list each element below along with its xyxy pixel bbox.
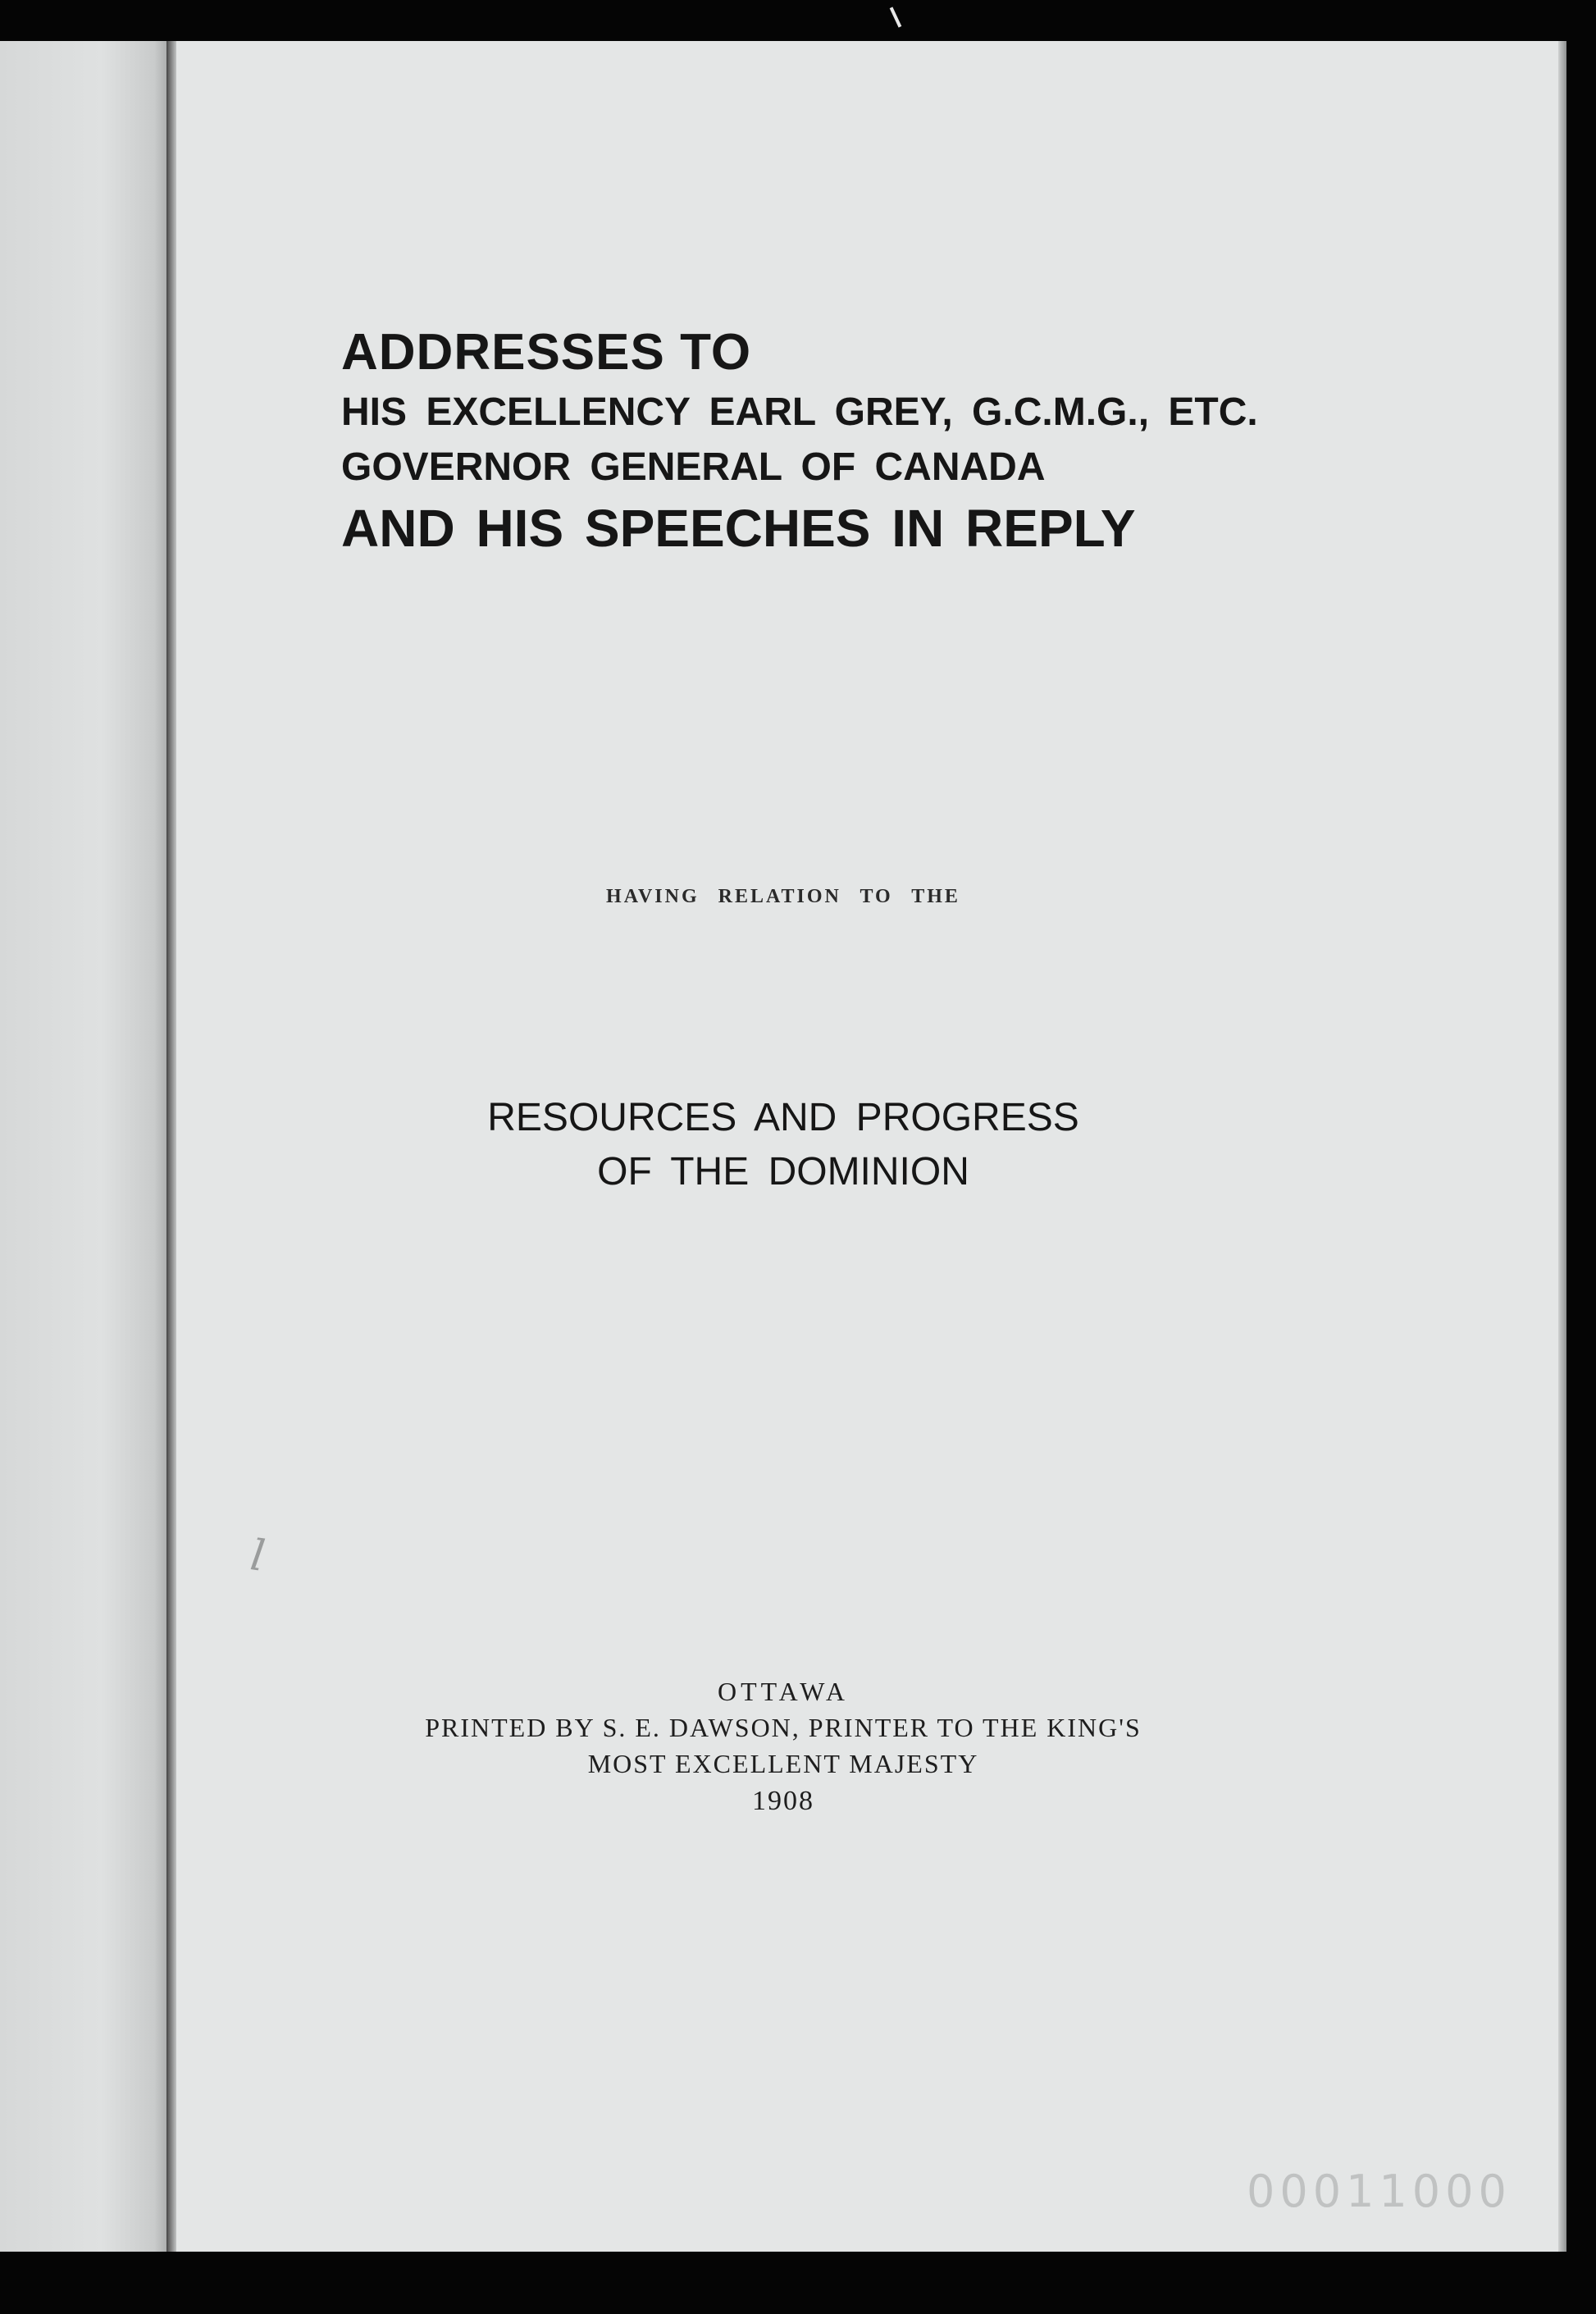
scan-artifact-mark <box>890 7 902 27</box>
subject-block <box>0 1091 1566 1199</box>
imprint-year: 1908 <box>752 1786 814 1816</box>
title-page <box>0 41 1566 2252</box>
pencil-mark: l <box>247 1531 268 1581</box>
title-line-governor: GOVERNOR GENERAL OF CANADA <box>341 445 1046 489</box>
title-line-addresses: ADDRESSES TO <box>341 324 752 381</box>
title-block <box>341 320 1407 561</box>
imprint-printer: PRINTED BY S. E. DAWSON, PRINTER TO THE KING'S <box>425 1713 1142 1742</box>
imprint-majesty: MOST EXCELLENT MAJESTY <box>587 1749 979 1778</box>
title-line-speeches: AND HIS SPEECHES IN REPLY <box>341 499 1136 558</box>
imprint-city: OTTAWA <box>718 1677 849 1706</box>
library-stamp: 00011000 <box>1247 2166 1512 2217</box>
subject-line-resources: RESOURCES AND PROGRESS <box>487 1096 1079 1139</box>
subject-line-dominion: OF THE DOMINION <box>597 1150 969 1194</box>
imprint-block <box>0 1673 1566 1819</box>
relation-line: HAVING RELATION TO THE <box>606 886 960 907</box>
title-line-excellency: HIS EXCELLENCY EARL GREY, G.C.M.G., ETC. <box>341 390 1258 434</box>
